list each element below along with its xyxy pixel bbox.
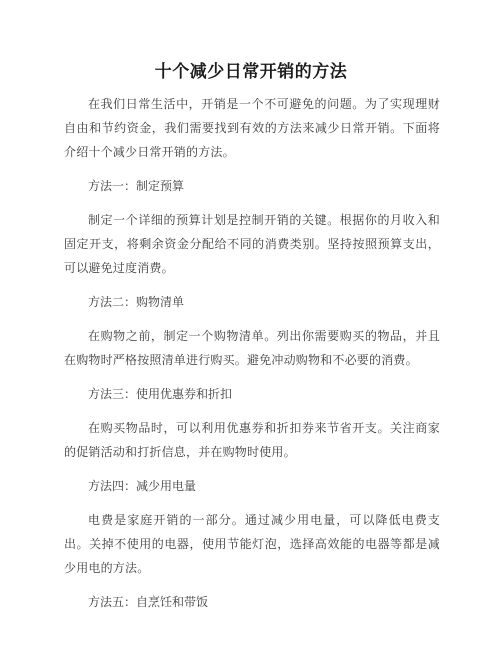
section-heading-method-5: 方法五：自烹饪和带饭 bbox=[88, 595, 209, 609]
section-heading-method-4: 方法四：减少用电量 bbox=[88, 479, 197, 493]
section-heading-method-2: 方法二：购物清单 bbox=[88, 295, 185, 309]
document-title: 十个减少日常开销的方法 bbox=[154, 62, 348, 82]
section-paragraph-method-1: 制定一个详细的预算计划是控制开销的关键。根据你的月收入和固定开支，将剩余资金分配给不同的消费类别。坚持按照预算支出，可以避免过度消费。 bbox=[64, 213, 440, 275]
section-paragraph-method-4: 电费是家庭开销的一部分。通过减少用电量，可以降低电费支出。关掉不使用的电器，使用节能灯泡，选择高效能的电器等都是减少用电的方法。 bbox=[64, 513, 440, 575]
section-paragraph-method-3: 在购买物品时，可以利用优惠券和折扣券来节省开支。关注商家的促销活动和打折信息，并在购物时使用。 bbox=[64, 421, 440, 459]
intro-paragraph: 在我们日常生活中，开销是一个不可避免的问题。为了实现理财自由和节约资金，我们需要找到有效的方法来减少日常开销。下面将介绍十个减少日常开销的方法。 bbox=[64, 97, 440, 159]
section-heading-method-1: 方法一：制定预算 bbox=[88, 179, 185, 193]
document-body bbox=[64, 92, 440, 624]
section-paragraph-method-2: 在购物之前，制定一个购物清单。列出你需要购买的物品，并且在购物时严格按照清单进行购买。避免冲动购物和不必要的消费。 bbox=[64, 329, 440, 367]
section-heading-method-3: 方法三：使用优惠券和折扣 bbox=[88, 387, 233, 401]
